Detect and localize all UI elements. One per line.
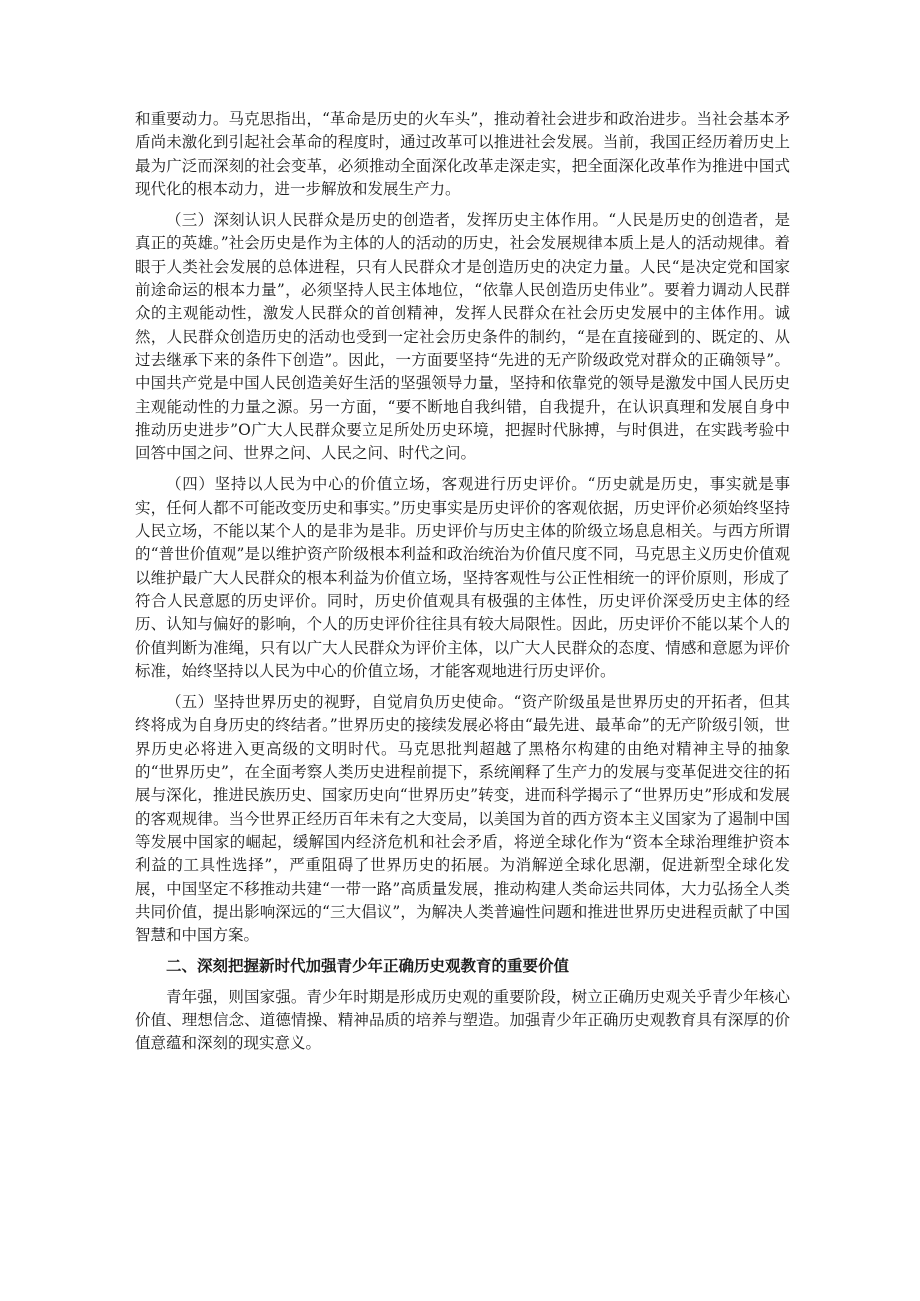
paragraph-continuation: 和重要动力。马克思指出，“革命是历史的火车头”，推动着社会进步和政治进步。当社会基本矛盾尚未激化到引起社会革命的程度时，通过改革可以推进社会发展。当前，我国正经历着历史上最为广泛而深刻的社会变革，必须推动全面深化改革走深走实，把全面深化改革作为推进中国式现代化的根本动力，进一步解放和发展生产力。 bbox=[135, 110, 790, 198]
paragraph-section-five: （五）坚持世界历史的视野，自觉肩负历史使命。“资产阶级虽是世界历史的开拓者，但其终将成为自身历史的终结者。”世界历史的接续发展必将由“最先进、最革命”的无产阶级引领，世界历史必将进入更高级的文明时代。马克思批判超越了黑格尔构建的由绝对精神主导的抽象的“世界历史”，在全面考察人类历史进程前提下，系统阐释了生产力的发展与变革促进交往的拓展与深化，推进民族历史、国家历史向“世界历史”转变，进而科学揭示了“世界历史”形成和发展的客观规律。当今世界正经历百年未有之大变局，以美国为首的西方资本主义国家为了遏制中国等发展中国家的崛起，缓解国内经济危机和社会矛盾，将逆全球化作为“资本全球治理维护资本利益的工具性选择”，严重阻碍了世界历史的拓展。为消解逆全球化思潮，促进新型全球化发展，中国坚定不移推动共建“一带一路”高质量发展，推动构建人类命运共同体，大力弘扬全人类共同价值，提出影响深远的“三大倡议”，为解决人类普遍性问题和推进世界历史进程贡献了中国智慧和中国方案。 bbox=[135, 693, 790, 945]
paragraph-section-four: （四）坚持以人民为中心的价值立场，客观进行历史评价。“历史就是历史，事实就是事实，任何人都不可能改变历史和事实。”历史事实是历史评价的客观依据，历史评价必须始终坚持人民立场，不能以某个人的是非为是非。历史评价与历史主体的阶级立场息息相关。与西方所谓的“普世价值观”是以维护资产阶级根本利益和政治统治为价值尺度不同，马克思主义历史价值观以维护最广大人民群众的根本利益为价值立场，坚持客观性与公正性相统一的评价原则，形成了符合人民意愿的历史评价。同时，历史价值观具有极强的主体性，历史评价深受历史主体的经历、认知与偏好的影响，个人的历史评价往往具有较大局限性。因此，历史评价不能以某个人的价值判断为准绳，只有以广大人民群众为评价主体，以广大人民群众的态度、情感和意愿为评价标准，始终坚持以人民为中心的价值立场，才能客观地进行历史评价。 bbox=[135, 475, 790, 680]
paragraph-section-three: （三）深刻认识人民群众是历史的创造者，发挥历史主体作用。“人民是历史的创造者，是真正的英雄。”社会历史是作为主体的人的活动的历史，社会发展规律本质上是人的活动规律。着眼于人类社会发展的总体进程，只有人民群众才是创造历史的决定力量。人民“是决定党和国家前途命运的根本力量”，必须坚持人民主体地位，“依靠人民创造历史伟业”。要着力调动人民群众的主观能动性，激发人民群众的首创精神，发挥人民群众在社会历史发展中的主体作用。诚然，人民群众创造历史的活动也受到一定社会历史条件的制约，“是在直接碰到的、既定的、从过去继承下来的条件下创造”。因此，一方面要坚持“先进的无产阶级政党对群众的正确领导”。中国共产党是中国人民创造美好生活的坚强领导力量，坚持和依靠党的领导是激发中国人民历史主观能动性的力量之源。另一方面，“要不断地自我纠错，自我提升，在认识真理和发展自身中推动历史进步”O广大人民群众要立足所处历史环境，把握时代脉搏，与时俱进，在实践考验中回答中国之问、世界之问、人民之问、时代之问。 bbox=[135, 211, 790, 463]
paragraph-intro: 青年强，则国家强。青少年时期是形成历史观的重要阶段，树立正确历史观关乎青少年核心价值、理想信念、道德情操、精神品质的培养与塑造。加强青少年正确历史观教育具有深厚的价值意蕴和深刻的现实意义。 bbox=[135, 987, 790, 1053]
document-page bbox=[135, 108, 790, 1064]
section-heading: 二、深刻把握新时代加强青少年正确历史观教育的重要价值 bbox=[166, 957, 570, 976]
